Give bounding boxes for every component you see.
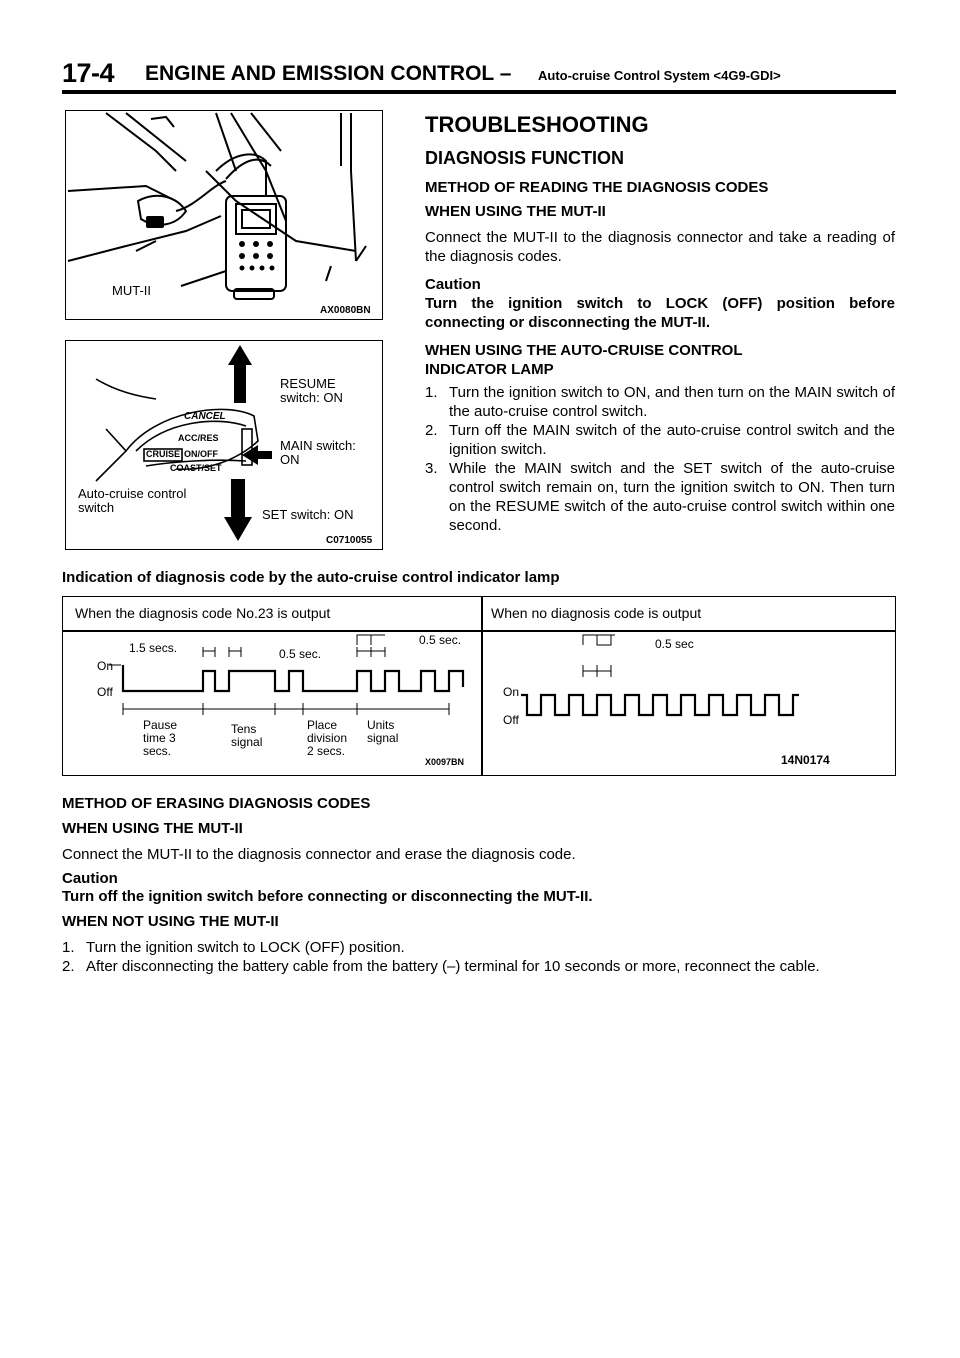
no-mut-heading: WHEN NOT USING THE MUT-II [62, 913, 279, 930]
cruise-text: CRUISE [146, 449, 181, 459]
header-rule [62, 90, 896, 94]
diagram-code: X0097BN [425, 757, 465, 767]
pause-label: Pause time 3 secs. [143, 718, 178, 758]
t05-label: 0.5 sec [655, 637, 694, 651]
erasing-caution-text: Turn off the ignition switch before connecting or disconnecting the MUT-II. [62, 888, 593, 905]
figure-code: C0710055 [326, 535, 373, 546]
on-label: On [503, 685, 520, 699]
lamp-step: 3. While the MAIN switch and the SET switch of the auto-cruise control switch remain on, turn the ignition switch to ON. Then turn on the RESUME switch of the auto-cruise control switch within one second. [425, 460, 895, 534]
right-header: When no diagnosis code is output [491, 605, 702, 621]
caution-label: Caution [425, 276, 481, 293]
lamp-step: 1. Turn the ignition switch to ON, and then turn on the MAIN switch of the auto-cruise control switch. [425, 384, 895, 420]
page-number: 17-4 [62, 58, 115, 88]
t05b-label: 0.5 sec. [419, 633, 462, 647]
erasing-heading: METHOD OF ERASING DIAGNOSIS CODES [62, 795, 371, 812]
t05a-label: 0.5 sec. [279, 647, 322, 661]
set-switch-label: SET switch: ON [262, 507, 354, 522]
resume-arrow-icon [228, 345, 252, 403]
no-code-timing-diagram [483, 631, 897, 777]
place-label: Place division 2 secs. [307, 718, 348, 758]
diagram-code: 14N0174 [781, 753, 830, 767]
switch-label: Auto-cruise control switch [78, 486, 187, 515]
code-23-timing-diagram [63, 631, 481, 777]
main-arrow-icon [242, 445, 272, 465]
on-label: On [97, 659, 114, 673]
t15-label: 1.5 secs. [129, 641, 178, 655]
page-title: ENGINE AND EMISSION CONTROL – [145, 62, 512, 85]
resume-switch-label: RESUME switch: ON [280, 376, 343, 405]
indication-table [62, 596, 896, 776]
caution-text: Turn the ignition switch to LOCK (OFF) position before connecting or disconnecting the MUT-II. [425, 295, 895, 331]
erasing-step: 1. Turn the ignition switch to LOCK (OFF) position. [62, 939, 405, 956]
off-label: Off [97, 685, 113, 699]
lamp-heading: WHEN USING THE AUTO-CRUISE CONTROL INDICATOR LAMP [425, 342, 743, 378]
figure-code: AX0080BN [320, 305, 371, 316]
lamp-step: 2. Turn off the MAIN switch of the auto-cruise control switch and the ignition switch. [425, 422, 895, 458]
section-title: TROUBLESHOOTING [425, 112, 649, 137]
cancel-text: CANCEL [184, 411, 226, 422]
acc-res-text: ACC/RES [178, 433, 219, 443]
off-label: Off [503, 713, 519, 727]
set-arrow-icon [224, 479, 252, 541]
mut-heading: WHEN USING THE MUT-II [425, 203, 606, 220]
reading-heading: METHOD OF READING THE DIAGNOSIS CODES [425, 179, 769, 196]
mut-ii-connection-figure [65, 110, 383, 320]
indication-caption: Indication of diagnosis code by the auto-cruise control indicator lamp [62, 569, 560, 586]
units-label: Units signal [367, 718, 399, 745]
mut-ii-label: MUT-II [112, 283, 151, 298]
main-switch-label: MAIN switch: ON [280, 438, 356, 467]
onoff-text: ON/OFF [184, 449, 218, 459]
section-subtitle: DIAGNOSIS FUNCTION [425, 148, 625, 168]
tens-label: Tens signal [231, 722, 263, 749]
auto-cruise-switch-figure [65, 340, 383, 550]
erasing-caution-label: Caution [62, 870, 118, 887]
erasing-step: 2. After disconnecting the battery cable from the battery (–) terminal for 10 seconds or more, reconnect the cable. [62, 958, 820, 975]
page-subtitle: Auto-cruise Control System <4G9-GDI> [538, 68, 781, 83]
left-header: When the diagnosis code No.23 is output [75, 605, 331, 621]
coast-set-text: COAST/SET [170, 463, 222, 473]
erasing-mut-text: Connect the MUT-II to the diagnosis connector and erase the diagnosis code. [62, 846, 576, 863]
erasing-mut-heading: WHEN USING THE MUT-II [62, 820, 243, 837]
mut-text: Connect the MUT-II to the diagnosis connector and take a reading of the diagnosis codes. [425, 229, 895, 265]
